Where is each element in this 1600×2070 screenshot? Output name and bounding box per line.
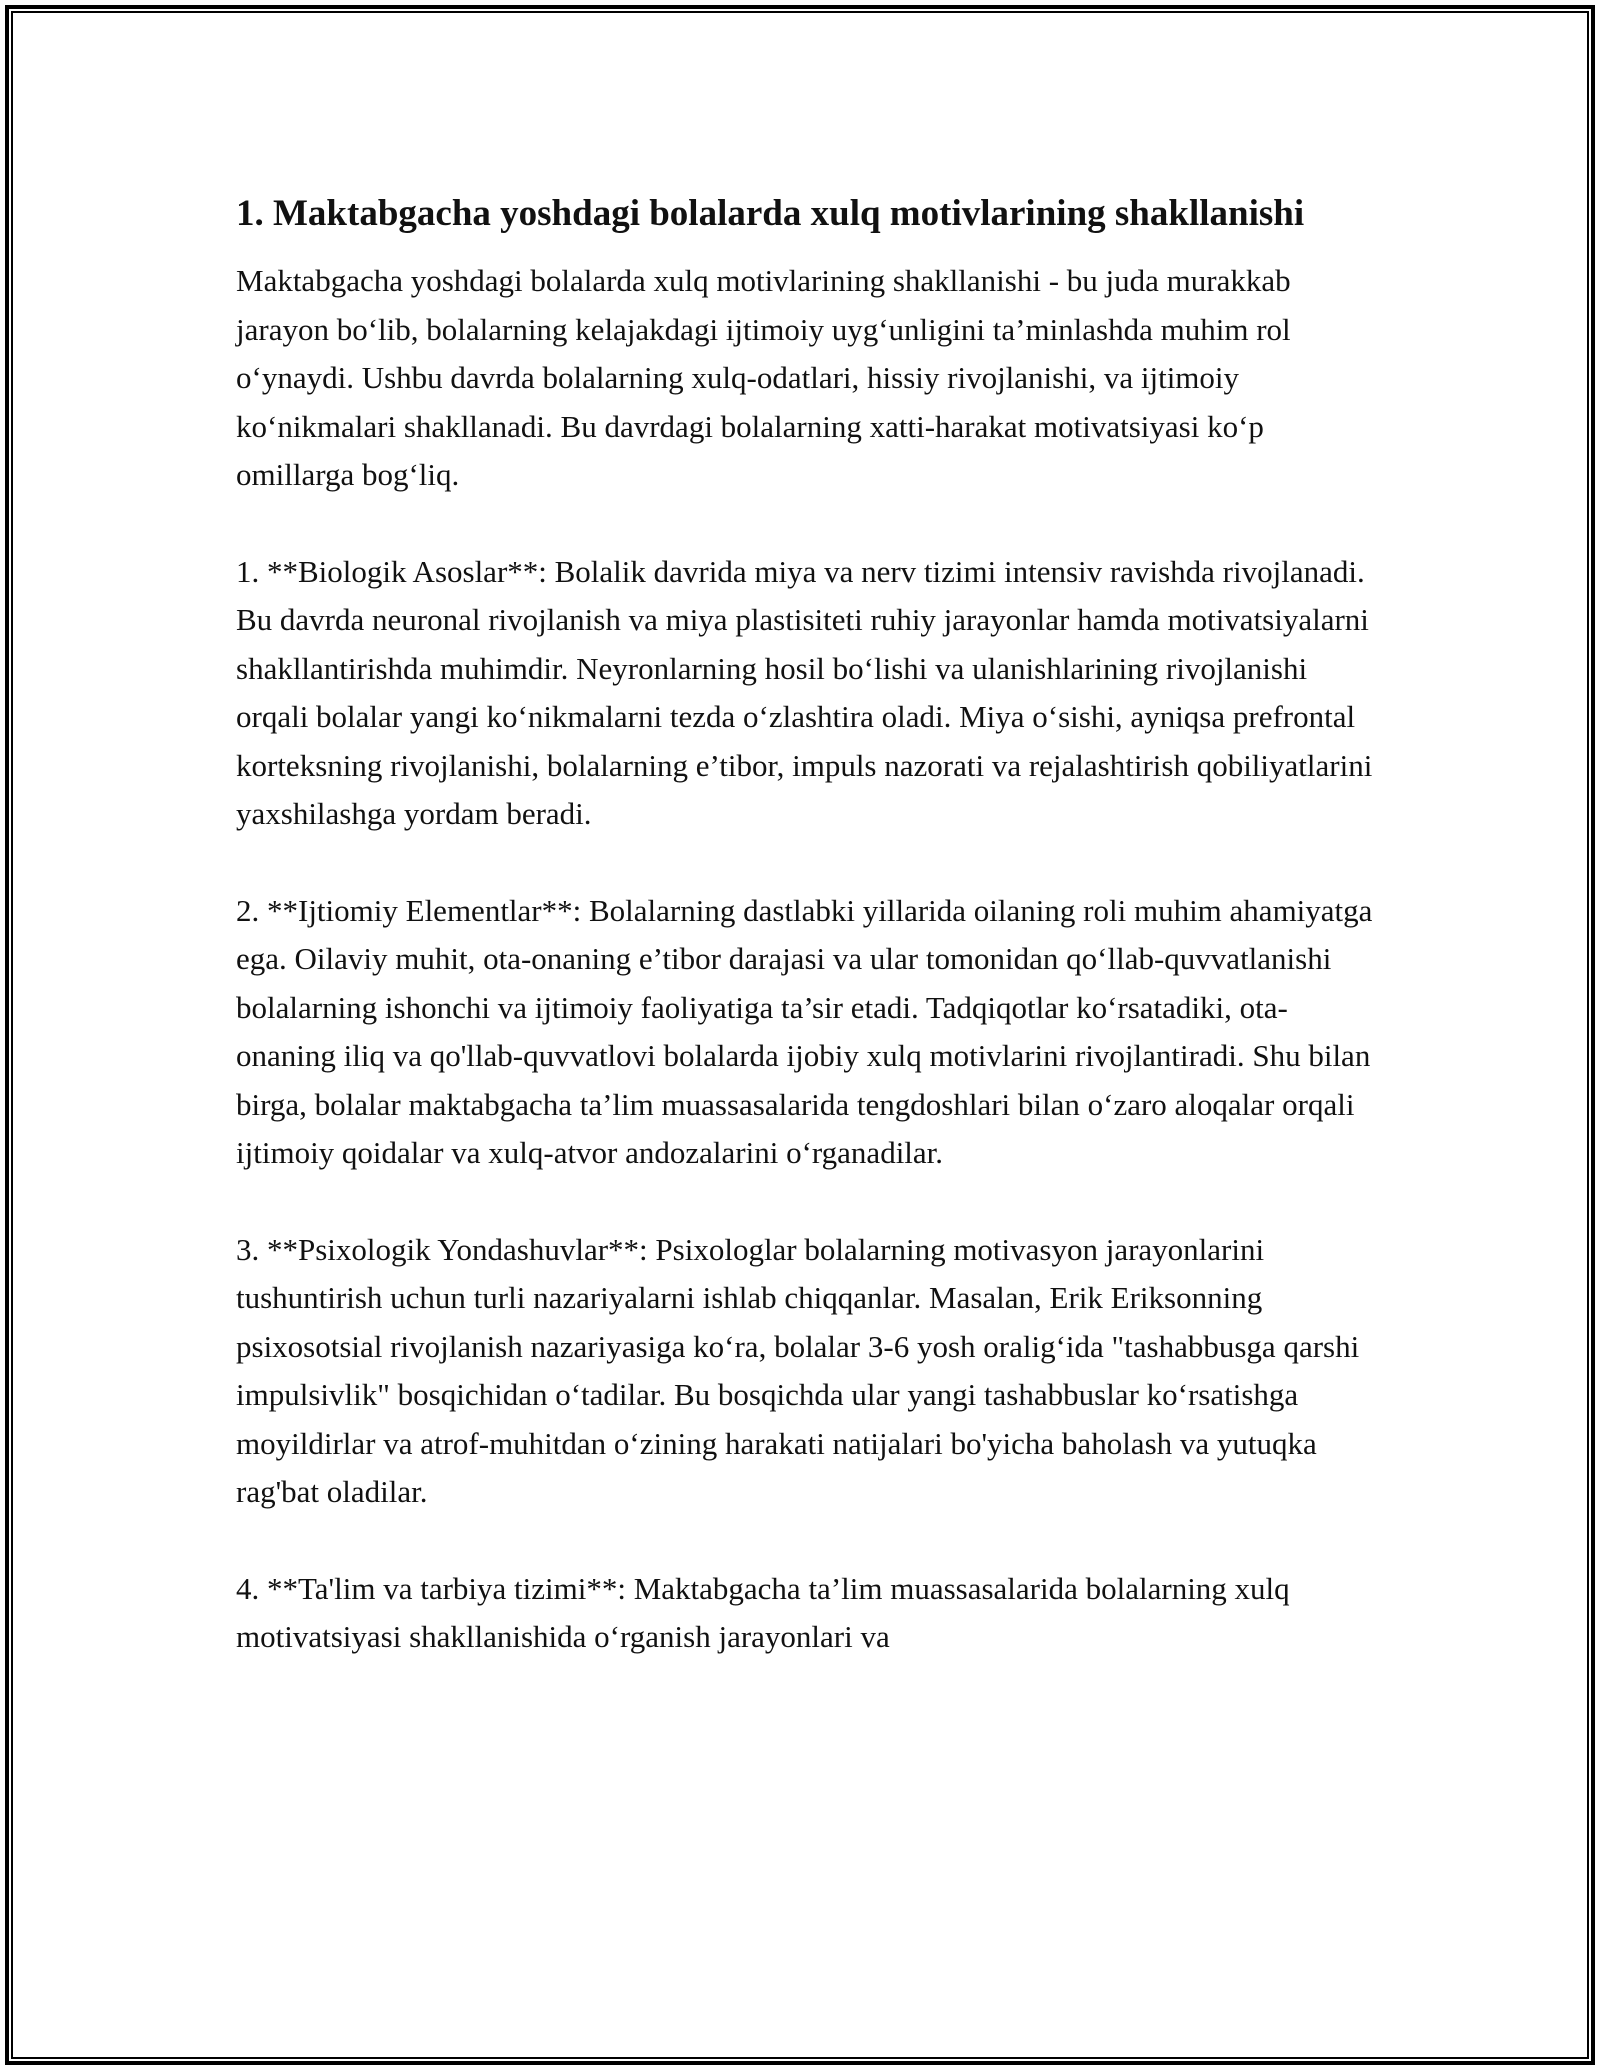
paragraph-intro: Maktabgacha yoshdagi bolalarda xulq motivlarining shakllanishi - bu juda murakkab jarayon bo‘lib, bolalarning kelajakdagi ijtimoiy uyg‘unligini ta’minlashda muhim rol o‘ynaydi. Ushbu davrda bolalarning xulq-odatlari, hissiy rivojlanishi, va ijtimoiy ko‘nikmalari shakllanadi. Bu davrdagi bolalarning xatti-harakat motivatsiyasi ko‘p omillarga bog‘liq. <box>236 263 1291 492</box>
document-body <box>236 257 1381 1662</box>
document-title: 1. Maktabgacha yoshdagi bolalarda xulq motivlarining shakllanishi <box>236 193 1305 234</box>
paragraph-social-elements: 2. **Ijtiomiy Elementlar**: Bolalarning dastlabki yillarida oilaning roli muhim ahamiyatga ega. Oilaviy muhit, ota-onaning e’tibor darajasi va ular tomonidan qo‘llab-quvvatlanishi bolalarning ishonchi va ijtimoiy faoliyatiga ta’sir etadi. Tadqiqotlar ko‘rsatadiki, ota-onaning iliq va qo'llab-quvvatlovi bolalarda ijobiy xulq motivlarini rivojlantiradi. Shu bilan birga, bolalar maktabgacha ta’lim muassasalarida tengdoshlari bilan o‘zaro aloqalar orqali ijtimoiy qoidalar va xulq-atvor andozalarini o‘rganadilar. <box>236 892 1373 1170</box>
paragraph-psychological-approaches: 3. **Psixologik Yondashuvlar**: Psixologlar bolalarning motivasyon jarayonlarini tushuntirish uchun turli nazariyalarni ishlab chiqqanlar. Masalan, Erik Eriksonning psixosotsial rivojlanish nazariyasiga ko‘ra, bolalar 3-6 yosh oralig‘ida "tashabbusga qarshi impulsivlik" bosqichidan o‘tadilar. Bu bosqichda ular yangi tashabbuslar ko‘rsatishga moyildirlar va atrof-muhitdan o‘zining harakati natijalari bo'yicha baholash va yutuqka rag'bat oladilar. <box>236 1231 1360 1509</box>
paragraph-education-system: 4. **Ta'lim va tarbiya tizimi**: Maktabgacha ta’lim muassasalarida bolalarning xulq motivatsiyasi shakllanishida o‘rganish jarayonlari va <box>236 1570 1290 1654</box>
document-content <box>236 186 1381 1662</box>
paragraph-biological-basis: 1. **Biologik Asoslar**: Bolalik davrida miya va nerv tizimi intensiv ravishda rivojlanadi. Bu davrda neuronal rivojlanish va miya plastisiteti ruhiy jarayonlar hamda motivatsiyalarni shakllantirishda muhimdir. Neyronlarning hosil bo‘lishi va ulanishlarining rivojlanishi orqali bolalar yangi ko‘nikmalarni tezda o‘zlashtira oladi. Miya o‘sishi, ayniqsa prefrontal korteksning rivojlanishi, bolalarning e’tibor, impuls nazorati va rejalashtirish qobiliyatlarini yaxshilashga yordam beradi. <box>236 553 1373 831</box>
